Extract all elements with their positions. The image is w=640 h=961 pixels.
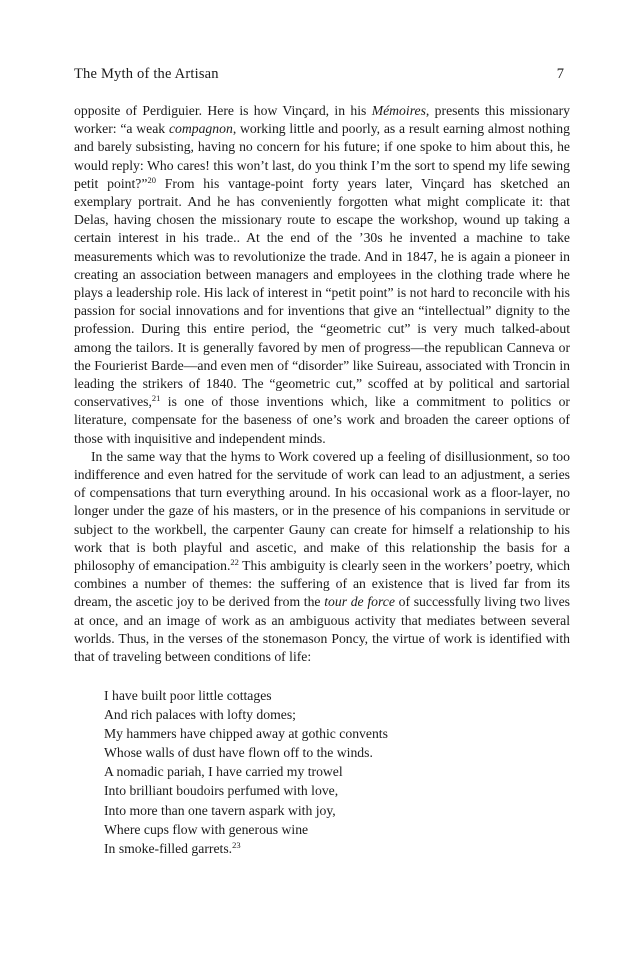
paragraph-1-text-b: , presents this missionary worker: “a weak: [74, 103, 570, 137]
paragraph-2: [74, 448, 570, 666]
paragraph-1-text-c: , working little and poorly, as a result earning almost nothing and barely subsisting, having no concern for his future; if one spoke to him about this, he would reply: Who cares! this won’t last, do you think I’m the sort to spend my life sewing petit point?”: [74, 121, 570, 191]
verse-line: And rich palaces with lofty domes;: [104, 707, 296, 723]
verse-line: I have built poor little cottages: [104, 688, 272, 703]
verse-line: Into brilliant boudoirs perfumed with love,: [104, 783, 339, 799]
paragraph-1-text-d: From his vantage-point forty years later, Vinçard has sketched an exemplary portrait. And he has conveniently forgotten what might complicate it: that Delas, having chosen the missionary route to escape the workshop, wound up taking a certain interest in his trade.. At the end of the ’30s he invented a machine to take measurements which was to revolutionize the trade. And in 1847, he is again a pioneer in creating an association between managers and employees in the clothing trade where he plays a leadership role. His lack of interest in “petit point” is not hard to reconcile with his passion for social innovations and for inventions that give an “intellectual” dignity to the profession. During this entire period, the “geometric cut” is very much talked-about among the tailors. It is generally favored by men of progress—the republican Canneva or the Fourierist Barde—and even men of “disorder” like Suireau, associated with Troncin in leading the strikers of 1840. The “geometric cut,” scoffed at by political and sartorial conservatives,: [74, 175, 571, 410]
paragraph-2-text-b: This ambiguity is clearly seen in the workers’ poetry, which combines a number of themes: the suffering of an existence that is lived far from its dream, the ascetic joy to be derived from the: [74, 558, 570, 610]
page-number: 7: [556, 66, 564, 82]
footnote-ref-22: 22: [230, 557, 239, 568]
body-text: [74, 102, 570, 666]
footnote-ref-23: 23: [232, 839, 241, 850]
paragraph-1-text-a: opposite of Perdiguier. Here is how Vinçard, in his: [74, 103, 372, 118]
footnote-ref-20: 20: [147, 174, 156, 185]
verse-line: Where cups flow with generous wine: [104, 821, 309, 837]
paragraph-1-text-e: is one of those inventions which, like a commitment to politics or literature, compensate for the baseness of one’s work and broaden the career options of those with inquisitive and independent minds.: [74, 394, 570, 446]
footnote-ref-21: 21: [151, 393, 161, 404]
paragraph-2-text-c: of successfully living two lives at once, and an image of work as an ambiguous activity that mediates between several worlds. Thus, in the verses of the stonemason Poncy, the virtue of work is identified with that of traveling between conditions of life:: [74, 594, 570, 665]
verse-quotation: [104, 686, 564, 858]
verse-line-last: [104, 839, 564, 858]
verse-line-text: In smoke-filled garrets.: [104, 840, 233, 856]
paragraph-2-text-a: In the same way that the hyms to Work covered up a feeling of disillusionment, so too indifference and even hatred for the servitude of work can lead to an adjustment, a series of compensations that turn everything around. In his occasional work as a floor-layer, no longer under the gaze of his masters, or in the presence of his companions in servitude or subject to the workbell, the carpenter Gauny can create for himself a relationship to his work that is both playful and ascetic, and make of this relationship the basis for a philosophy of emancipation.: [74, 448, 570, 574]
italic-tour-de-force: tour de force: [324, 594, 395, 610]
italic-compagnon: compagnon: [168, 121, 233, 137]
running-title: The Myth of the Artisan: [74, 66, 219, 82]
verse-line: A nomadic pariah, I have carried my trowel: [104, 764, 343, 780]
verse-line: Into more than one tavern aspark with joy,: [104, 802, 336, 818]
paragraph-1: [74, 102, 570, 448]
verse-line: Whose walls of dust have flown off to the winds.: [104, 745, 373, 761]
verse-line: My hammers have chipped away at gothic convents: [104, 726, 388, 742]
italic-memoires: Mémoires: [371, 103, 426, 118]
